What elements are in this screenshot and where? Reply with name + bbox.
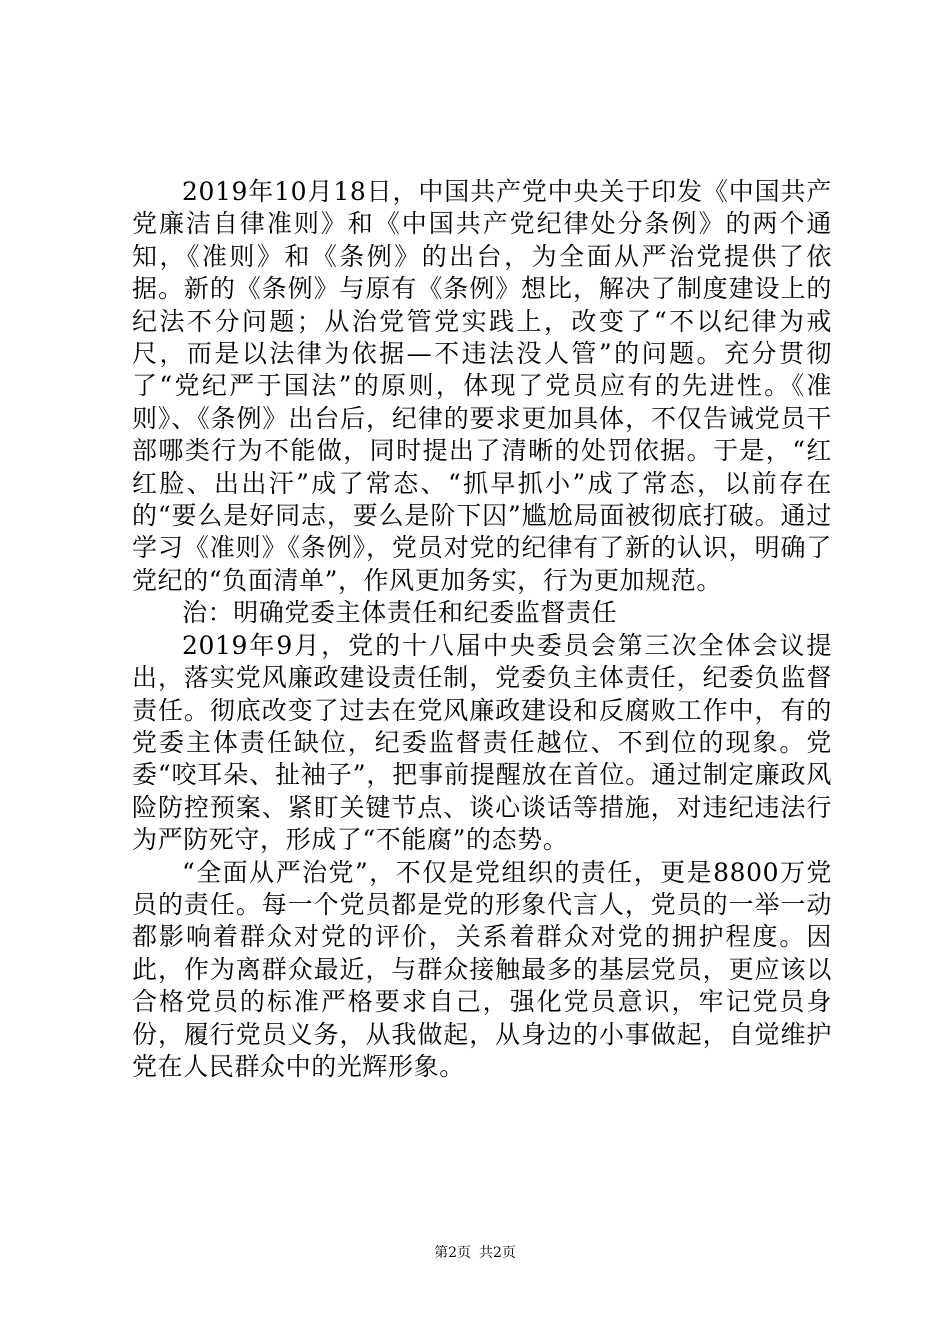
section-heading-responsibility: 治：明确党委主体责任和纪委监督责任 xyxy=(182,598,618,628)
paragraph-party-members: “全面从严治党”，不仅是党组织的责任，更是8800万党员的责任。每一个党员都是党的形象代言人，党员的一举一动都影响着群众对党的评价，关系着群众对党的拥护程度。因此，作为离群众最近，与群众接触最多的基层党员，更应该以合格党员的标准严格要求自己，强化党员意识，牢记党员身份，履行党员义务，从我做起，从身边的小事做起，自觉维护党在人民群众中的光辉形象。 xyxy=(132,857,832,1081)
page-total: 共2页 xyxy=(479,1245,516,1261)
page-footer xyxy=(0,1244,950,1262)
document-body xyxy=(132,176,832,1083)
paragraph-plenary-session: 2019年9月，党的十八届中央委员会第三次全体会议提出，落实党风廉政建设责任制，党委负主体责任，纪委负监督责任。彻底改变了过去在党风廉政建设和反腐败工作中，有的党委主体责任缺位，纪委监督责任越位、不到位的现象。党委“咬耳朵、扯袖子”，把事前提醒放在首位。通过制定廉政风险防控预案、紧盯关键节点、谈心谈话等措施，对违纪违法行为严防死守，形成了“不能腐”的态势。 xyxy=(132,630,832,855)
page-number: 第2页 xyxy=(434,1245,471,1261)
paragraph-discipline-rules: 2019年10月18日，中国共产党中央关于印发《中国共产党廉洁自律准则》和《中国共产党纪律处分条例》的两个通知，《准则》和《条例》的出台，为全面从严治党提供了依据。新的《条例》与原有《条例》想比，解决了制度建设上的纪法不分问题；从治党管党实践上，改变了“不以纪律为戒尺，而是以法律为依据—不违法没人管”的问题。充分贯彻了“党纪严于国法”的原则，体现了党员应有的先进性。《准则》、《条例》出台后，纪律的要求更加具体，不仅告诫党员干部哪类行为不能做，同时提出了清晰的处罚依据。于是，“红红脸、出出汗”成了常态、“抓早抓小”成了常态，以前存在的“要么是好同志，要么是阶下囚”尴尬局面被彻底打破。通过学习《准则》《条例》，党员对党的纪律有了新的认识，明确了党纪的“负面清单”，作风更加务实，行为更加规范。 xyxy=(132,177,832,595)
